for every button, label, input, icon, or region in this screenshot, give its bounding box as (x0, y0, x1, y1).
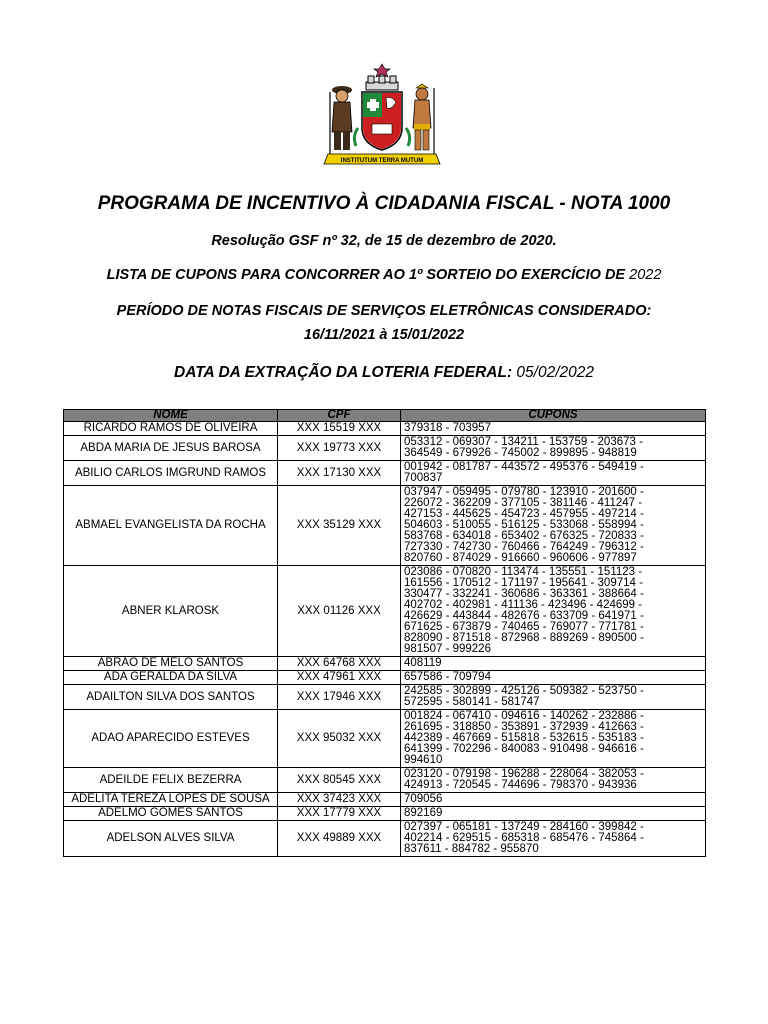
cell-nome: ABNER KLAROSK (64, 566, 278, 657)
cell-nome: RICARDO RAMOS DE OLIVEIRA (64, 422, 278, 436)
cell-cpf: XXX 01126 XXX (278, 566, 401, 657)
coupon-line: 261695 - 318850 - 353891 - 372939 - 412663 - (404, 721, 644, 733)
table-row (64, 461, 706, 486)
list-title (0, 267, 768, 283)
coupon-line: 001942 - 081787 - 443572 - 495376 - 549419 - (404, 461, 644, 473)
table-row (64, 685, 706, 710)
table-row (64, 422, 706, 436)
coupon-line: 402214 - 629515 - 685318 - 685476 - 745864 - (404, 832, 644, 844)
coupon-line: 001824 - 067410 - 094616 - 140262 - 232886 - (404, 710, 644, 722)
coupon-line: 671625 - 673879 - 740465 - 769077 - 771781 - (404, 621, 644, 633)
coupon-line: 981507 - 999226 (404, 643, 491, 655)
draw-date-line (0, 364, 768, 382)
cell-nome: ABILIO CARLOS IMGRUND RAMOS (64, 461, 278, 486)
cell-cupons (401, 657, 706, 671)
coupon-line: 426629 - 443844 - 482676 - 633709 - 641971 - (404, 610, 644, 622)
coupon-line: 504603 - 510055 - 516125 - 533068 - 558994 - (404, 519, 644, 531)
draw-date-label: DATA DA EXTRAÇÃO DA LOTERIA FEDERAL: (174, 364, 517, 381)
coupon-line: 364549 - 679926 - 745002 - 899895 - 948819 (404, 447, 637, 459)
coupon-line: 427153 - 445625 - 454723 - 457955 - 497214 - (404, 508, 644, 520)
coupon-line: 402702 - 402981 - 411136 - 423496 - 424699 - (404, 599, 643, 611)
cell-cupons (401, 685, 706, 710)
cell-nome: ADELSON ALVES SILVA (64, 821, 278, 857)
cell-nome: ABRAO DE MELO SANTOS (64, 657, 278, 671)
coupon-line: 828090 - 871518 - 872968 - 889269 - 890500 - (404, 632, 644, 644)
cell-cupons (401, 566, 706, 657)
table-row (64, 793, 706, 807)
cell-nome: ADEILDE FELIX BEZERRA (64, 768, 278, 793)
list-title-main: LISTA DE CUPONS PARA CONCORRER AO 1º SORTEIO DO EXERCÍCIO DE (106, 267, 630, 283)
coupon-line: 424913 - 720545 - 744696 - 798370 - 943936 (404, 779, 637, 791)
cell-cpf: XXX 17779 XXX (278, 807, 401, 821)
program-title: PROGRAMA DE INCENTIVO À CIDADANIA FISCAL - NOTA 1000 (97, 193, 671, 214)
crest-motto: INSTITUTUM TERRA MUTUM (340, 158, 424, 164)
draw-date-value: 05/02/2022 (516, 364, 594, 381)
resolution-line: Resolução GSF nº 32, de 15 de dezembro de 2020. (211, 233, 557, 249)
cell-cupons (401, 768, 706, 793)
table-row (64, 821, 706, 857)
cell-cupons (401, 422, 706, 436)
coupon-line: 583768 - 634018 - 653402 - 676325 - 720833 - (404, 530, 644, 542)
table-row (64, 657, 706, 671)
table-row (64, 768, 706, 793)
cell-cupons (401, 710, 706, 768)
coupon-line: 226072 - 362209 - 377105 - 381146 - 411247 - (404, 497, 643, 509)
cell-cpf: XXX 64768 XXX (278, 657, 401, 671)
column-header-cpf: CPF (278, 410, 401, 422)
coupon-line: 053312 - 069307 - 134211 - 153759 - 203673 - (404, 436, 643, 448)
coupon-line: 408119 (404, 657, 442, 669)
cell-cpf: XXX 95032 XXX (278, 710, 401, 768)
cell-cupons (401, 821, 706, 857)
cell-cpf: XXX 19773 XXX (278, 436, 401, 461)
coupon-line: 442389 - 467669 - 515818 - 532615 - 535183 - (404, 732, 644, 744)
coupon-line: 330477 - 332241 - 360686 - 363361 - 388664 - (404, 588, 644, 600)
coupon-line: 242585 - 302899 - 425126 - 509382 - 523750 - (404, 685, 644, 697)
coupon-line: 023086 - 070820 - 113474 - 135551 - 151123 - (404, 566, 643, 578)
coupon-line: 994610 (404, 754, 443, 766)
cell-nome: ADELITA TEREZA LOPES DE SOUSA (64, 793, 278, 807)
coupon-line: 892169 (404, 807, 443, 819)
coupon-line: 820760 - 874029 - 916660 - 960606 - 977897 (404, 552, 637, 564)
cell-cupons (401, 807, 706, 821)
table-body (64, 422, 706, 857)
cell-cupons (401, 486, 706, 566)
coupon-line: 379318 - 703957 (404, 422, 491, 434)
cell-cpf: XXX 35129 XXX (278, 486, 401, 566)
cell-nome: ABMAEL EVANGELISTA DA ROCHA (64, 486, 278, 566)
cell-nome: ADELMO GOMES SANTOS (64, 807, 278, 821)
table-row (64, 436, 706, 461)
municipal-coat-of-arms-icon (322, 62, 442, 170)
cell-cpf: XXX 80545 XXX (278, 768, 401, 793)
coupon-line: 837611 - 884782 - 955870 (404, 843, 539, 855)
coupons-table (63, 409, 706, 857)
list-title-year: 2022 (629, 267, 662, 283)
coupon-line: 727330 - 742730 - 760466 - 764249 - 796312 - (404, 541, 644, 553)
cell-cpf: XXX 17946 XXX (278, 685, 401, 710)
table-row (64, 671, 706, 685)
cell-cpf: XXX 49889 XXX (278, 821, 401, 857)
table-row (64, 710, 706, 768)
column-header-cupons: CUPONS (401, 410, 706, 422)
coupon-line: 709056 (404, 793, 443, 805)
coupon-line: 023120 - 079198 - 196288 - 228064 - 382053 - (404, 768, 644, 780)
cell-nome: ADAO APARECIDO ESTEVES (64, 710, 278, 768)
column-header-nome: NOME (64, 410, 278, 422)
coupon-line: 572595 - 580141 - 581747 (404, 696, 540, 708)
cell-nome: ADA GERALDA DA SILVA (64, 671, 278, 685)
table-row (64, 486, 706, 566)
period-label: PERÍODO DE NOTAS FISCAIS DE SERVIÇOS ELETRÔNICAS CONSIDERADO: (116, 303, 652, 319)
coupon-line: 161556 - 170512 - 171197 - 195641 - 309714 - (404, 577, 643, 589)
cell-nome: ABDA MARIA DE JESUS BAROSA (64, 436, 278, 461)
table-row (64, 807, 706, 821)
cell-nome: ADAILTON SILVA DOS SANTOS (64, 685, 278, 710)
cell-cpf: XXX 47961 XXX (278, 671, 401, 685)
cell-cpf: XXX 37423 XXX (278, 793, 401, 807)
table-header-row (64, 410, 706, 422)
cell-cpf: XXX 17130 XXX (278, 461, 401, 486)
coupon-line: 657586 - 709794 (404, 671, 491, 683)
cell-cupons (401, 671, 706, 685)
cell-cpf: XXX 15519 XXX (278, 422, 401, 436)
coupon-line: 641399 - 702296 - 840083 - 910498 - 946616 - (404, 743, 644, 755)
coupon-line: 037947 - 059495 - 079780 - 123910 - 201600 - (404, 486, 644, 498)
cell-cupons (401, 436, 706, 461)
coupon-line: 027397 - 065181 - 137249 - 284160 - 399842 - (404, 821, 644, 833)
table-row (64, 566, 706, 657)
cell-cupons (401, 461, 706, 486)
period-dates: 16/11/2021 à 15/01/2022 (303, 327, 465, 343)
cell-cupons (401, 793, 706, 807)
coupon-line: 700837 (404, 472, 443, 484)
